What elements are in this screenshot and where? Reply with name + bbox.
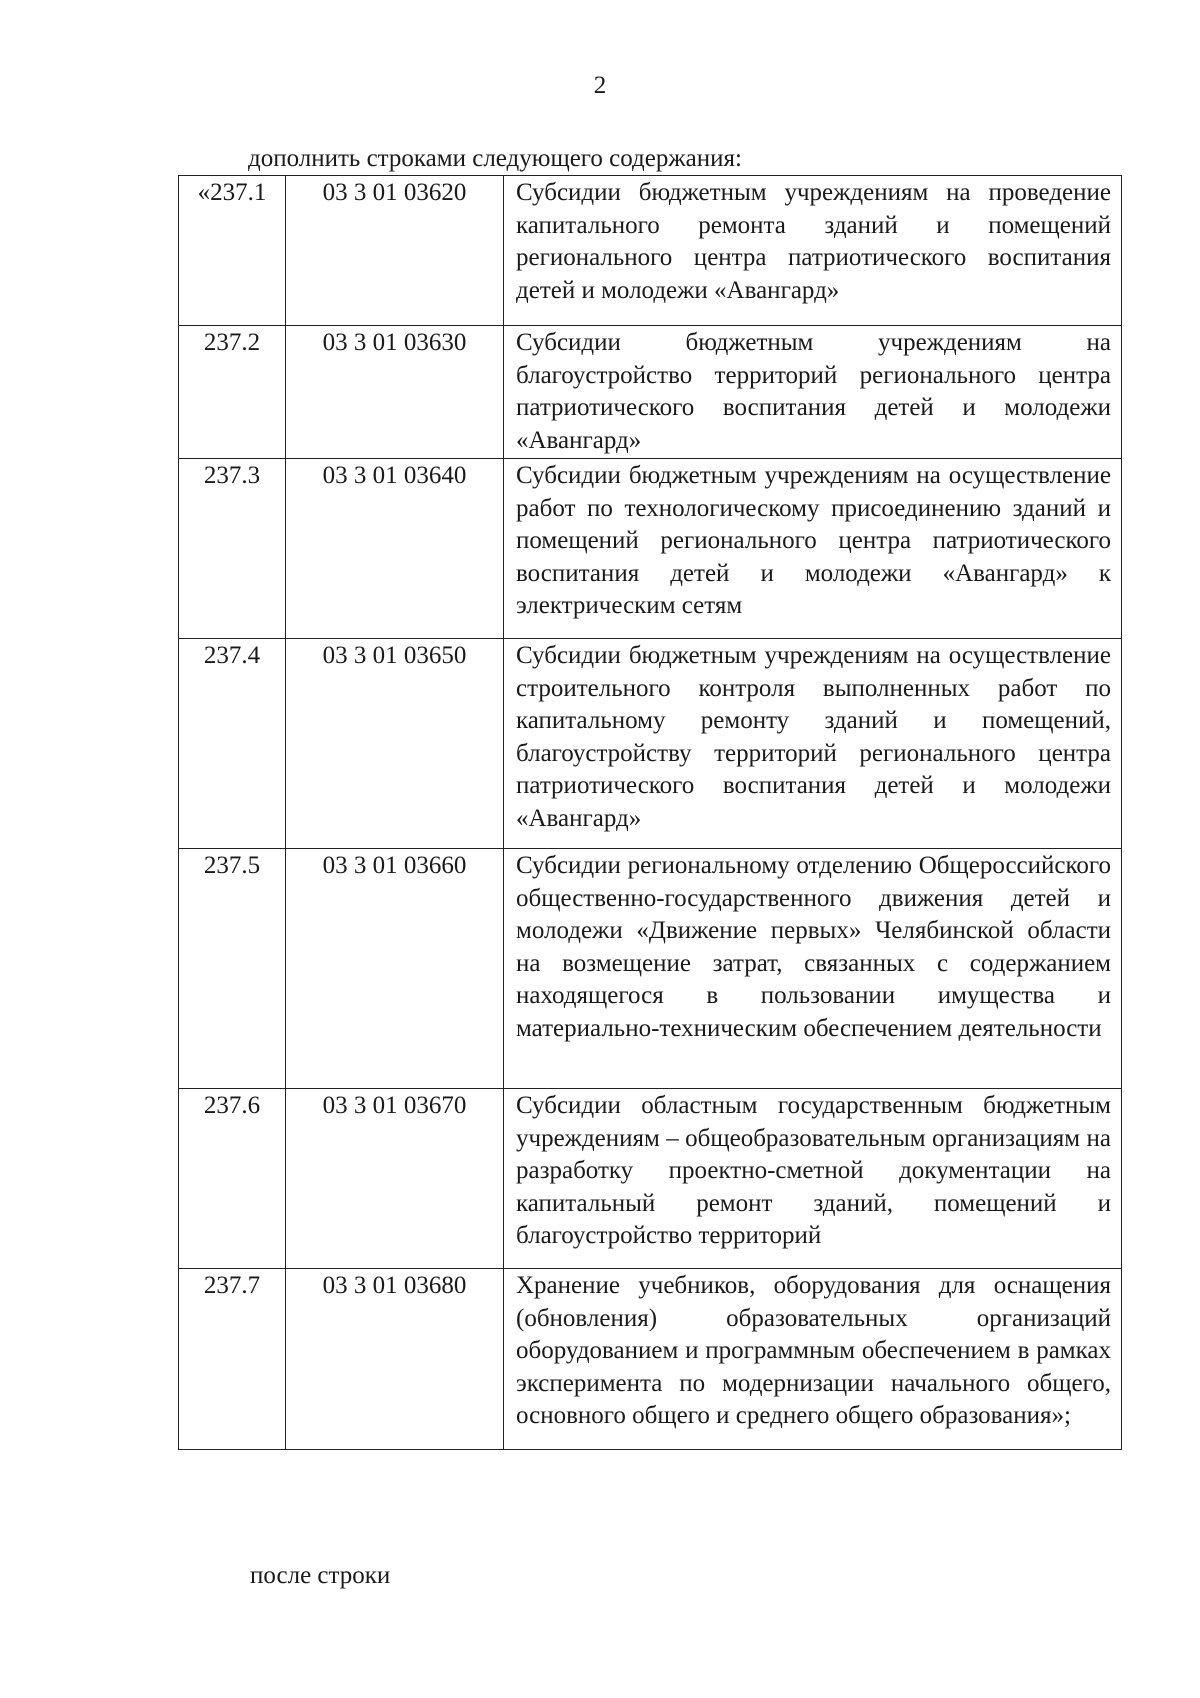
row-number: 237.2 <box>179 326 286 459</box>
budget-code: 03 3 01 03620 <box>286 176 504 326</box>
row-description: Субсидии бюджетным учреждениям на осуществление строительного контроля выполненных работ по капитальному ремонту зданий и помещений, благоустройству территорий регионального центра патриотического воспитания детей и молодежи «Авангард» <box>504 639 1122 849</box>
row-number: 237.4 <box>179 639 286 849</box>
row-number: «237.1 <box>179 176 286 326</box>
table-row <box>179 459 1122 639</box>
budget-code: 03 3 01 03660 <box>286 849 504 1089</box>
row-description: Субсидии бюджетным учреждениям на проведение капитального ремонта зданий и помещений регионального центра патриотического воспитания детей и молодежи «Авангард» <box>504 176 1122 326</box>
table-row <box>179 1089 1122 1269</box>
budget-code: 03 3 01 03630 <box>286 326 504 459</box>
table-row <box>179 176 1122 326</box>
row-description: Субсидии бюджетным учреждениям на благоустройство территорий регионального центра патриотического воспитания детей и молодежи «Авангард» <box>504 326 1122 459</box>
row-number: 237.5 <box>179 849 286 1089</box>
table-row <box>179 1269 1122 1450</box>
row-description: Хранение учебников, оборудования для оснащения (обновления) образовательных организаций оборудованием и программным обеспечением в рамках эксперимента по модернизации начального общего, основного общего и среднего общего образования»; <box>504 1269 1122 1450</box>
closing-text: после строки <box>250 1562 391 1589</box>
table-row <box>179 849 1122 1089</box>
budget-code: 03 3 01 03680 <box>286 1269 504 1450</box>
row-description: Субсидии региональному отделению Общероссийского общественно-государственного движения детей и молодежи «Движение первых» Челябинской области на возмещение затрат, связанных с содержанием находящегося в пользовании имущества и материально-техническим обеспечением деятельности <box>504 849 1122 1089</box>
row-description: Субсидии областным государственным бюджетным учреждениям – общеобразовательным организациям на разработку проектно-сметной документации на капитальный ремонт зданий, помещений и благоустройство территорий <box>504 1089 1122 1269</box>
table-row <box>179 326 1122 459</box>
amendment-table <box>178 175 1122 1450</box>
row-description: Субсидии бюджетным учреждениям на осуществление работ по технологическому присоединению зданий и помещений регионального центра патриотического воспитания детей и молодежи «Авангард» к электрическим сетям <box>504 459 1122 639</box>
intro-text: дополнить строками следующего содержания: <box>248 145 742 172</box>
table-row <box>179 639 1122 849</box>
row-number: 237.7 <box>179 1269 286 1450</box>
budget-code: 03 3 01 03640 <box>286 459 504 639</box>
budget-code: 03 3 01 03670 <box>286 1089 504 1269</box>
row-number: 237.3 <box>179 459 286 639</box>
row-number: 237.6 <box>179 1089 286 1269</box>
budget-code: 03 3 01 03650 <box>286 639 504 849</box>
page-number: 2 <box>593 72 607 99</box>
